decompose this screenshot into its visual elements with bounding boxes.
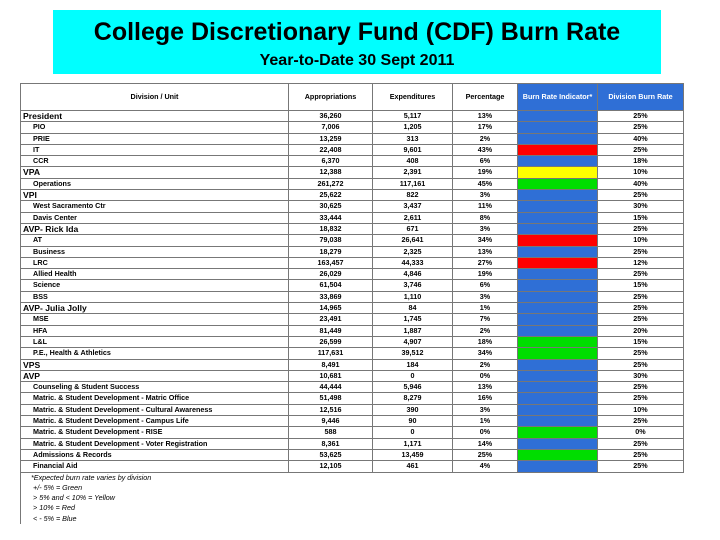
legend-note: < - 5% = Blue (21, 514, 289, 524)
percentage-cell: 17% (453, 122, 518, 133)
burn-rate-indicator-cell (518, 291, 598, 302)
blank-cell (518, 503, 598, 513)
percentage-cell: 19% (453, 269, 518, 280)
legend-row (21, 503, 684, 513)
expenditures-cell: 390 (373, 404, 453, 415)
table-row (21, 303, 684, 314)
rate-cell: 20% (598, 325, 684, 336)
expenditures-cell: 5,117 (373, 111, 453, 122)
percentage-cell: 11% (453, 201, 518, 212)
burn-rate-indicator-cell (518, 348, 598, 359)
expenditures-cell: 2,325 (373, 246, 453, 257)
expenditures-cell: 2,611 (373, 212, 453, 223)
unit-label: Matric. & Student Development - Voter Registration (21, 438, 289, 449)
blank-cell (598, 472, 684, 483)
col-header-expenditures: Expenditures (373, 84, 453, 111)
division-label: VPS (21, 359, 289, 370)
unit-label: LRC (21, 257, 289, 268)
percentage-cell: 34% (453, 235, 518, 246)
legend-note: *Expected burn rate varies by division (21, 472, 289, 483)
rate-cell: 15% (598, 212, 684, 223)
unit-label: Allied Health (21, 269, 289, 280)
table-row (21, 133, 684, 144)
percentage-cell: 13% (453, 111, 518, 122)
blank-cell (453, 493, 518, 503)
table-row (21, 156, 684, 167)
rate-cell: 25% (598, 190, 684, 201)
burn-rate-indicator-cell (518, 280, 598, 291)
table-row (21, 246, 684, 257)
title-banner (53, 10, 661, 74)
legend-notes (21, 472, 684, 524)
unit-label: Operations (21, 178, 289, 189)
rate-cell: 25% (598, 303, 684, 314)
expenditures-cell: 408 (373, 156, 453, 167)
blank-cell (289, 514, 373, 524)
appropriations-cell: 7,006 (289, 122, 373, 133)
burn-rate-indicator-cell (518, 178, 598, 189)
burn-rate-indicator-cell (518, 133, 598, 144)
expenditures-cell: 184 (373, 359, 453, 370)
table-row (21, 235, 684, 246)
blank-cell (453, 472, 518, 483)
expenditures-cell: 13,459 (373, 449, 453, 460)
legend-row (21, 483, 684, 493)
table-row (21, 359, 684, 370)
appropriations-cell: 8,361 (289, 438, 373, 449)
percentage-cell: 1% (453, 416, 518, 427)
unit-label: P.E., Health & Athletics (21, 348, 289, 359)
expenditures-cell: 0 (373, 370, 453, 381)
appropriations-cell: 10,681 (289, 370, 373, 381)
appropriations-cell: 12,105 (289, 461, 373, 472)
percentage-cell: 3% (453, 291, 518, 302)
burn-rate-indicator-cell (518, 257, 598, 268)
unit-label: Matric. & Student Development - Cultural Awareness (21, 404, 289, 415)
burn-rate-indicator-cell (518, 201, 598, 212)
table-row (21, 190, 684, 201)
rate-cell: 25% (598, 144, 684, 155)
table-row (21, 178, 684, 189)
appropriations-cell: 22,408 (289, 144, 373, 155)
burn-rate-indicator-cell (518, 190, 598, 201)
expenditures-cell: 90 (373, 416, 453, 427)
table-row (21, 122, 684, 133)
appropriations-cell: 61,504 (289, 280, 373, 291)
table-row (21, 438, 684, 449)
appropriations-cell: 51,498 (289, 393, 373, 404)
rate-cell: 10% (598, 235, 684, 246)
table-row (21, 416, 684, 427)
appropriations-cell: 25,622 (289, 190, 373, 201)
table-row (21, 348, 684, 359)
unit-label: Davis Center (21, 212, 289, 223)
col-header-percentage: Percentage (453, 84, 518, 111)
table-row (21, 427, 684, 438)
rate-cell: 15% (598, 280, 684, 291)
percentage-cell: 2% (453, 325, 518, 336)
appropriations-cell: 6,370 (289, 156, 373, 167)
unit-label: PIO (21, 122, 289, 133)
rate-cell: 25% (598, 393, 684, 404)
col-header-division-burn-rate: Division Burn Rate (598, 84, 684, 111)
rate-cell: 12% (598, 257, 684, 268)
blank-cell (598, 514, 684, 524)
rate-cell: 25% (598, 269, 684, 280)
expenditures-cell: 1,887 (373, 325, 453, 336)
table-row (21, 257, 684, 268)
burn-rate-indicator-cell (518, 223, 598, 234)
page-title: College Discretionary Fund (CDF) Burn Rate (93, 18, 621, 46)
table-row (21, 370, 684, 381)
table-row (21, 325, 684, 336)
burn-rate-indicator-cell (518, 246, 598, 257)
expenditures-cell: 1,745 (373, 314, 453, 325)
burn-rate-indicator-cell (518, 404, 598, 415)
rate-cell: 30% (598, 370, 684, 381)
expenditures-cell: 3,437 (373, 201, 453, 212)
appropriations-cell: 9,446 (289, 416, 373, 427)
burn-rate-indicator-cell (518, 156, 598, 167)
appropriations-cell: 81,449 (289, 325, 373, 336)
table-row (21, 461, 684, 472)
blank-cell (453, 483, 518, 493)
blank-cell (518, 472, 598, 483)
blank-cell (453, 503, 518, 513)
burn-rate-indicator-cell (518, 122, 598, 133)
blank-cell (453, 514, 518, 524)
table-row (21, 167, 684, 178)
expenditures-cell: 44,333 (373, 257, 453, 268)
percentage-cell: 45% (453, 178, 518, 189)
expenditures-cell: 2,391 (373, 167, 453, 178)
appropriations-cell: 53,625 (289, 449, 373, 460)
unit-label: Matric. & Student Development - RISE (21, 427, 289, 438)
rate-cell: 25% (598, 416, 684, 427)
rate-cell: 25% (598, 461, 684, 472)
expenditures-cell: 461 (373, 461, 453, 472)
percentage-cell: 13% (453, 246, 518, 257)
percentage-cell: 27% (453, 257, 518, 268)
expenditures-cell: 8,279 (373, 393, 453, 404)
burn-rate-indicator-cell (518, 359, 598, 370)
appropriations-cell: 18,279 (289, 246, 373, 257)
percentage-cell: 16% (453, 393, 518, 404)
blank-cell (373, 503, 453, 513)
table-row (21, 449, 684, 460)
legend-note: > 10% = Red (21, 503, 289, 513)
appropriations-cell: 44,444 (289, 382, 373, 393)
percentage-cell: 8% (453, 212, 518, 223)
expenditures-cell: 1,110 (373, 291, 453, 302)
unit-label: IT (21, 144, 289, 155)
rate-cell: 0% (598, 427, 684, 438)
appropriations-cell: 33,869 (289, 291, 373, 302)
unit-label: Counseling & Student Success (21, 382, 289, 393)
rate-cell: 10% (598, 167, 684, 178)
table-row (21, 144, 684, 155)
table-row (21, 336, 684, 347)
percentage-cell: 0% (453, 427, 518, 438)
percentage-cell: 43% (453, 144, 518, 155)
rate-cell: 30% (598, 201, 684, 212)
blank-cell (373, 514, 453, 524)
expenditures-cell: 117,161 (373, 178, 453, 189)
expenditures-cell: 822 (373, 190, 453, 201)
legend-row (21, 493, 684, 503)
expenditures-cell: 0 (373, 427, 453, 438)
expenditures-cell: 4,846 (373, 269, 453, 280)
expenditures-cell: 26,641 (373, 235, 453, 246)
unit-label: L&L (21, 336, 289, 347)
appropriations-cell: 23,491 (289, 314, 373, 325)
percentage-cell: 34% (453, 348, 518, 359)
appropriations-cell: 588 (289, 427, 373, 438)
percentage-cell: 6% (453, 156, 518, 167)
percentage-cell: 3% (453, 404, 518, 415)
legend-note: > 5% and < 10% = Yellow (21, 493, 289, 503)
appropriations-cell: 8,491 (289, 359, 373, 370)
legend-note: +/- 5% = Green (21, 483, 289, 493)
legend-row (21, 472, 684, 483)
rate-cell: 25% (598, 111, 684, 122)
percentage-cell: 0% (453, 370, 518, 381)
table-row (21, 201, 684, 212)
appropriations-cell: 12,516 (289, 404, 373, 415)
unit-label: AT (21, 235, 289, 246)
appropriations-cell: 26,029 (289, 269, 373, 280)
appropriations-cell: 14,965 (289, 303, 373, 314)
burn-rate-indicator-cell (518, 314, 598, 325)
unit-label: Financial Aid (21, 461, 289, 472)
unit-label: MSE (21, 314, 289, 325)
burn-rate-indicator-cell (518, 393, 598, 404)
burn-rate-indicator-cell (518, 449, 598, 460)
appropriations-cell: 12,388 (289, 167, 373, 178)
blank-cell (373, 493, 453, 503)
rate-cell: 25% (598, 348, 684, 359)
burn-rate-indicator-cell (518, 382, 598, 393)
blank-cell (289, 503, 373, 513)
expenditures-cell: 39,512 (373, 348, 453, 359)
expenditures-cell: 9,601 (373, 144, 453, 155)
appropriations-cell: 163,457 (289, 257, 373, 268)
table-row (21, 314, 684, 325)
burn-rate-indicator-cell (518, 427, 598, 438)
unit-label: Admissions & Records (21, 449, 289, 460)
blank-cell (598, 483, 684, 493)
unit-label: Business (21, 246, 289, 257)
unit-label: Matric. & Student Development - Matric Office (21, 393, 289, 404)
appropriations-cell: 117,631 (289, 348, 373, 359)
table-row (21, 291, 684, 302)
blank-cell (518, 493, 598, 503)
burn-rate-indicator-cell (518, 303, 598, 314)
unit-label: PRIE (21, 133, 289, 144)
appropriations-cell: 30,625 (289, 201, 373, 212)
expenditures-cell: 1,205 (373, 122, 453, 133)
expenditures-cell: 313 (373, 133, 453, 144)
burn-rate-indicator-cell (518, 212, 598, 223)
percentage-cell: 7% (453, 314, 518, 325)
percentage-cell: 4% (453, 461, 518, 472)
percentage-cell: 3% (453, 223, 518, 234)
division-label: VPI (21, 190, 289, 201)
burn-rate-indicator-cell (518, 167, 598, 178)
appropriations-cell: 18,832 (289, 223, 373, 234)
unit-label: Matric. & Student Development - Campus Life (21, 416, 289, 427)
rate-cell: 40% (598, 178, 684, 189)
unit-label: CCR (21, 156, 289, 167)
blank-cell (518, 483, 598, 493)
table-header-row (21, 84, 684, 111)
appropriations-cell: 36,260 (289, 111, 373, 122)
table-row (21, 111, 684, 122)
percentage-cell: 6% (453, 280, 518, 291)
percentage-cell: 19% (453, 167, 518, 178)
expenditures-cell: 1,171 (373, 438, 453, 449)
rate-cell: 15% (598, 336, 684, 347)
burn-rate-table-container (20, 83, 683, 538)
rate-cell: 25% (598, 291, 684, 302)
blank-cell (373, 483, 453, 493)
table-body (21, 111, 684, 473)
blank-cell (598, 493, 684, 503)
table-row (21, 404, 684, 415)
percentage-cell: 3% (453, 190, 518, 201)
rate-cell: 10% (598, 404, 684, 415)
percentage-cell: 2% (453, 133, 518, 144)
blank-cell (289, 472, 373, 483)
expenditures-cell: 4,907 (373, 336, 453, 347)
page-subtitle: Year-to-Date 30 Sept 2011 (259, 52, 455, 69)
burn-rate-indicator-cell (518, 235, 598, 246)
division-label: President (21, 111, 289, 122)
blank-cell (289, 493, 373, 503)
rate-cell: 40% (598, 133, 684, 144)
appropriations-cell: 79,038 (289, 235, 373, 246)
burn-rate-indicator-cell (518, 336, 598, 347)
percentage-cell: 1% (453, 303, 518, 314)
legend-row (21, 514, 684, 524)
rate-cell: 25% (598, 438, 684, 449)
unit-label: West Sacramento Ctr (21, 201, 289, 212)
burn-rate-indicator-cell (518, 325, 598, 336)
col-header-burn-rate-indicator: Burn Rate Indicator* (518, 84, 598, 111)
division-label: VPA (21, 167, 289, 178)
percentage-cell: 25% (453, 449, 518, 460)
table-row (21, 382, 684, 393)
expenditures-cell: 84 (373, 303, 453, 314)
rate-cell: 25% (598, 449, 684, 460)
expenditures-cell: 3,746 (373, 280, 453, 291)
appropriations-cell: 13,259 (289, 133, 373, 144)
blank-cell (289, 483, 373, 493)
expenditures-cell: 671 (373, 223, 453, 234)
table-row (21, 269, 684, 280)
table-row (21, 280, 684, 291)
blank-cell (518, 514, 598, 524)
expenditures-cell: 5,946 (373, 382, 453, 393)
rate-cell: 25% (598, 314, 684, 325)
col-header-division: Division / Unit (21, 84, 289, 111)
col-header-appropriations: Appropriations (289, 84, 373, 111)
burn-rate-indicator-cell (518, 461, 598, 472)
table-row (21, 393, 684, 404)
burn-rate-indicator-cell (518, 144, 598, 155)
table-row (21, 223, 684, 234)
division-label: AVP- Julia Jolly (21, 303, 289, 314)
burn-rate-indicator-cell (518, 438, 598, 449)
burn-rate-indicator-cell (518, 111, 598, 122)
burn-rate-indicator-cell (518, 370, 598, 381)
appropriations-cell: 26,599 (289, 336, 373, 347)
percentage-cell: 2% (453, 359, 518, 370)
percentage-cell: 13% (453, 382, 518, 393)
rate-cell: 25% (598, 246, 684, 257)
percentage-cell: 14% (453, 438, 518, 449)
unit-label: HFA (21, 325, 289, 336)
rate-cell: 25% (598, 382, 684, 393)
table-row (21, 212, 684, 223)
blank-cell (598, 503, 684, 513)
division-label: AVP- Rick Ida (21, 223, 289, 234)
burn-rate-table (20, 83, 684, 524)
appropriations-cell: 33,444 (289, 212, 373, 223)
burn-rate-indicator-cell (518, 416, 598, 427)
division-label: AVP (21, 370, 289, 381)
blank-cell (373, 472, 453, 483)
rate-cell: 25% (598, 223, 684, 234)
unit-label: BSS (21, 291, 289, 302)
rate-cell: 18% (598, 156, 684, 167)
rate-cell: 25% (598, 359, 684, 370)
appropriations-cell: 261,272 (289, 178, 373, 189)
burn-rate-indicator-cell (518, 269, 598, 280)
percentage-cell: 18% (453, 336, 518, 347)
unit-label: Science (21, 280, 289, 291)
rate-cell: 25% (598, 122, 684, 133)
